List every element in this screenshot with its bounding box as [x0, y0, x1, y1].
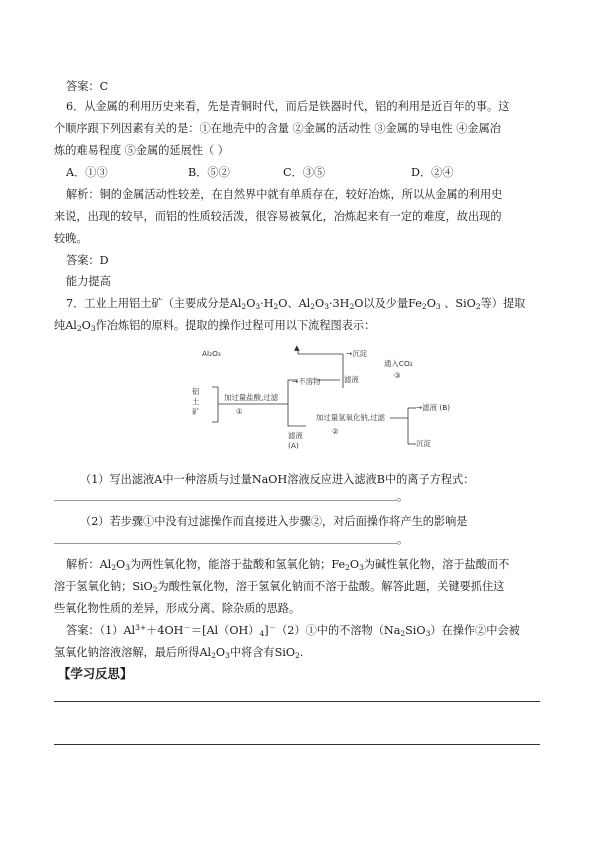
answer-blank-2[interactable]: [54, 543, 397, 544]
flow-step3-num: ③: [394, 371, 401, 380]
q7-analysis-line2: 溶于氢氧化钠；SiO$_2$为酸性氧化物，溶于氢氧化钠而不溶于盐酸。解答此题，关键要抓住这: [54, 580, 505, 594]
section-title: 能力提高: [66, 275, 111, 288]
flow-co2: 通入CO₂: [384, 359, 413, 368]
q7-sub2: （2）若步骤①中没有过滤操作而直接进入步骤②，对后面操作将产生的影响是: [80, 515, 468, 528]
q7-line1: 7．工业上用铝土矿（主要成分是$Al_2O_3\cdot H_2O$、$Al_2O_3\cdot 3H_2O$以及少量$Fe_2O_3$ 、SiO$_2$等）提取: [66, 297, 526, 311]
flow-insoluble: →不溶物: [292, 377, 321, 386]
flow-filtrate: 滤液: [344, 375, 359, 384]
flow-step1: 加过量盐酸,过滤: [224, 393, 279, 402]
flow-bauxite-1: 铝: [192, 387, 200, 396]
q6-option-c: C．③⑤: [283, 166, 326, 179]
reflection-line-2[interactable]: [54, 744, 540, 745]
q7-analysis-line3: 些氧化物性质的差异，形成分离、除杂质的思路。: [54, 602, 301, 615]
flow-step1-num: ①: [236, 407, 243, 416]
q7-answer-line2: 氢氧化钠溶液溶解，最后所得$Al_2O_3$中将含有SiO$_2$.: [54, 646, 304, 660]
flow-filtrate-a: 滤液: [288, 431, 303, 440]
q6-option-d: D．②④: [411, 166, 454, 179]
reflection-line-1[interactable]: [54, 701, 540, 702]
q7-analysis-line1: 解析：$Al_2O_3$为两性氧化物，能溶于盐酸和氢氧化钠；$Fe_2O_3$为碱性氧化物，溶于盐酸而不: [66, 558, 510, 572]
q6-analysis-line2: 来说，出现的较早，而铝的性质较活泼，很容易被氧化，冶炼起来有一定的难度，故出现的: [54, 210, 502, 223]
blank1-end: 。: [397, 490, 409, 503]
flow-step2: 加过量氢氧化钠,过滤: [316, 413, 385, 422]
q6-line2: 个顺序跟下列因素有关的是：①在地壳中的含量 ②金属的活动性 ③金属的导电性 ④金属冶: [54, 122, 501, 135]
flow-arrow-top: ▲: [294, 343, 300, 352]
q6-analysis-line3: 较晚。: [54, 232, 88, 245]
q7-sub1: （1）写出滤液A中一种溶质与过量NaOH溶液反应进入滤液B中的离子方程式：: [80, 473, 475, 486]
flow-bauxite-2: 土: [192, 397, 200, 406]
flow-bauxite-3: 矿: [192, 407, 200, 416]
flow-diagram: [180, 342, 460, 462]
q6-answer: 答案：D: [66, 254, 109, 267]
q6-line3: 炼的难易程度 ⑤金属的延展性（ ）: [54, 144, 229, 157]
flow-precipitate-bottom: 沉淀: [416, 439, 431, 448]
flow-precipitate-top: →沉淀: [346, 349, 367, 358]
q7-answer-line1: 答案：$(1)Al^{3+}+4OH^-=[Al(OH)_4]^-(2)①$中的不溶物$(Na_2SiO_3)$在操作②中会被: [66, 623, 520, 638]
q6-line1: 6．从金属的利用历史来看，先是青铜时代，而后是铁器时代，铝的利用是近百年的事。这: [66, 100, 510, 113]
flow-filtrate-a-label: (A): [288, 441, 299, 450]
prev-answer: 答案：C: [66, 80, 109, 93]
reflection-title: 【学习反思】: [58, 666, 133, 681]
q7-line2: 纯$Al_2O_3$作冶炼铝的原料。提取的操作过程可用以下流程图表示：: [54, 319, 376, 333]
flow-al2o3: Al₂O₃: [202, 349, 221, 358]
flow-step2-num: ②: [332, 427, 339, 436]
flow-filtrate-b: →滤液 (B): [416, 403, 451, 412]
q6-option-b: B．⑤②: [188, 166, 230, 179]
blank2-end: 。: [397, 533, 409, 546]
q6-analysis-line1: 解析：铜的金属活动性较差，在自然界中就有单质存在，较好冶炼，所以从金属的利用史: [66, 188, 503, 201]
answer-blank-1[interactable]: [54, 500, 397, 501]
q6-option-a: A．①③: [66, 166, 108, 179]
